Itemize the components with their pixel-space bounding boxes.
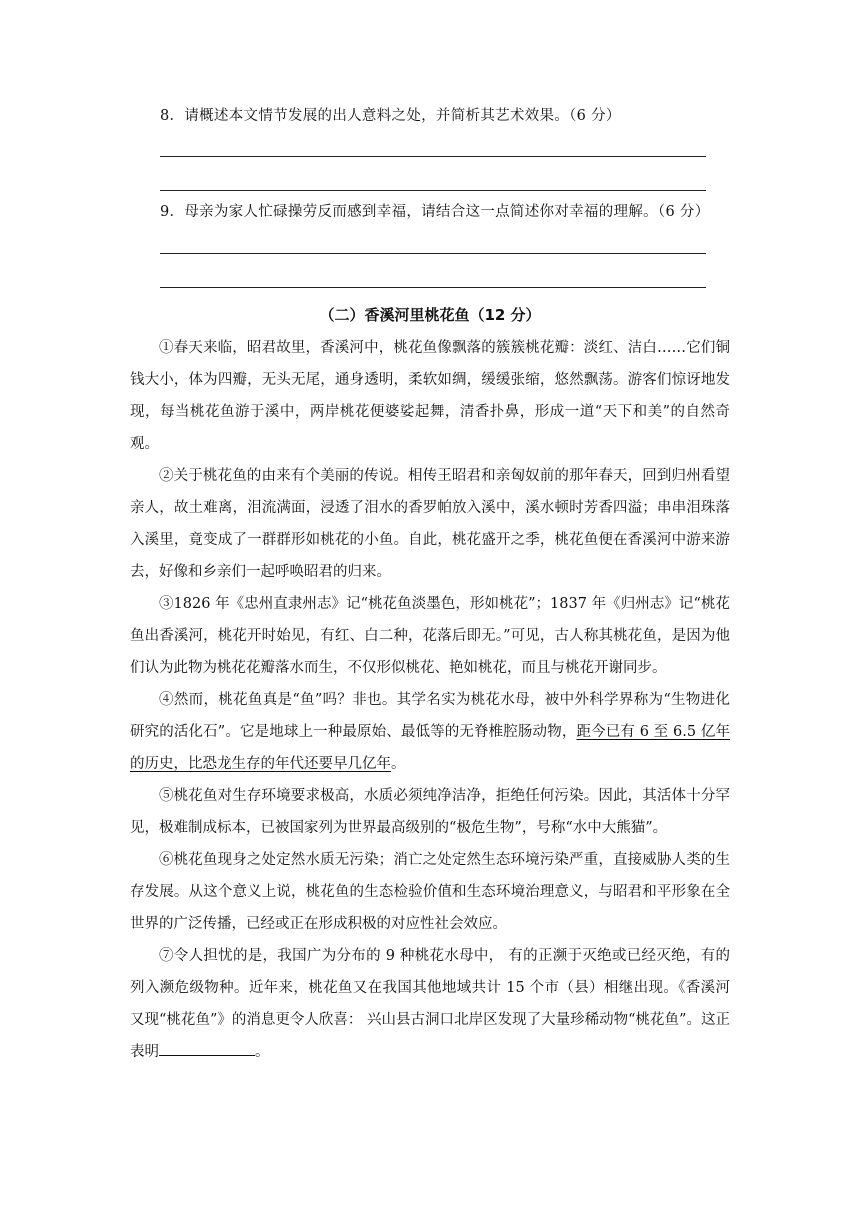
answer-line [160, 253, 706, 254]
paragraph-3: ③1826 年《忠州直隶州志》记“桃花鱼淡墨色，形如桃花”；1837 年《归州志》记“桃花鱼出香溪河，桃花开时始见，有红、白二种，花落后即无。”可见，古人称其桃花鱼，是因为他们认为此物为桃花花瓣落水而生，不仅形似桃花、艳如桃花，而且与桃花开谢同步。 [130, 596, 730, 676]
paragraph-5: ⑤桃花鱼对生存环境要求极高，水质必须纯净洁净，拒绝任何污染。因此，其活体十分罕见，极难制成标本，已被国家列为世界最高级别的“极危生物”，号称“水中大熊猫”。 [130, 788, 730, 836]
fill-in-blank[interactable] [159, 1041, 255, 1056]
paragraph-6: ⑥桃花鱼现身之处定然水质无污染；消亡之处定然生态环境污染严重，直接威胁人类的生存发展。从这个意义上说，桃花鱼的生态检验价值和生态环境治理意义，与昭君和平形象在全世界的广泛传播，已经或正在形成积极的对应性社会效应。 [130, 852, 730, 932]
underlined-sentence: 距今已有 6 至 6.5 亿年的历史，比恐龙生存的年代还要早几亿年 [130, 724, 730, 772]
section-title: （二）香溪河里桃花鱼（12 分） [319, 306, 541, 324]
paragraph-7-text: ⑦令人担忧的是，我国广为分布的 9 种桃花水母中， 有的正濒于灭绝或已经灭绝，有的列入濒危级物种。近年来，桃花鱼又在我国其他地域共计 15 个市（县）相继出现。《香溪河又现“桃花鱼”》的消息更令人欣喜： 兴山县古洞口北岸区发现了大量珍稀动物“桃花鱼”。这正表明 [130, 948, 730, 1060]
paragraph-4-text: ④然而，桃花鱼真是“鱼”吗？非也。其学名实为桃花水母，被中外科学界称为“生物进化研究的活化石”。它是地球上一种最原始、最低等的无脊椎腔肠动物， [130, 692, 730, 740]
paragraph-7-end: 。 [255, 1044, 270, 1060]
question-8: 8．请概述本文情节发展的出人意料之处，并简析其艺术效果。（6 分） [160, 108, 621, 124]
article-body [130, 332, 730, 1068]
answer-line [160, 287, 706, 288]
paragraph-2: ②关于桃花鱼的由来有个美丽的传说。相传王昭君和亲匈奴前的那年春天，回到归州看望亲人，故土难离，泪流满面，浸透了泪水的香罗帕放入溪中，溪水顿时芳香四溢；串串泪珠落入溪里，竟变成了一群群形如桃花的小鱼。自此，桃花盛开之季，桃花鱼便在香溪河中游来游去，好像和乡亲们一起呼唤昭君的归来。 [130, 468, 730, 580]
paragraph-4-end: 。 [391, 756, 406, 772]
paragraph-7 [130, 940, 730, 1068]
paragraph-4 [130, 684, 730, 780]
answer-line [160, 190, 706, 191]
paragraph-1: ①春天来临，昭君故里，香溪河中，桃花鱼像飘落的簇簇桃花瓣：淡红、洁白……它们铜钱大小，体为四瓣，无头无尾，通身透明，柔软如绸，缓缓张缩，悠然飘荡。游客们惊讶地发现，每当桃花鱼游于溪中，两岸桃花便婆娑起舞，清香扑鼻，形成一道“天下和美”的自然奇观。 [130, 340, 730, 452]
answer-line [160, 156, 706, 157]
question-9: 9．母亲为家人忙碌操劳反而感到幸福，请结合这一点简述你对幸福的理解。（6 分） [160, 204, 710, 220]
